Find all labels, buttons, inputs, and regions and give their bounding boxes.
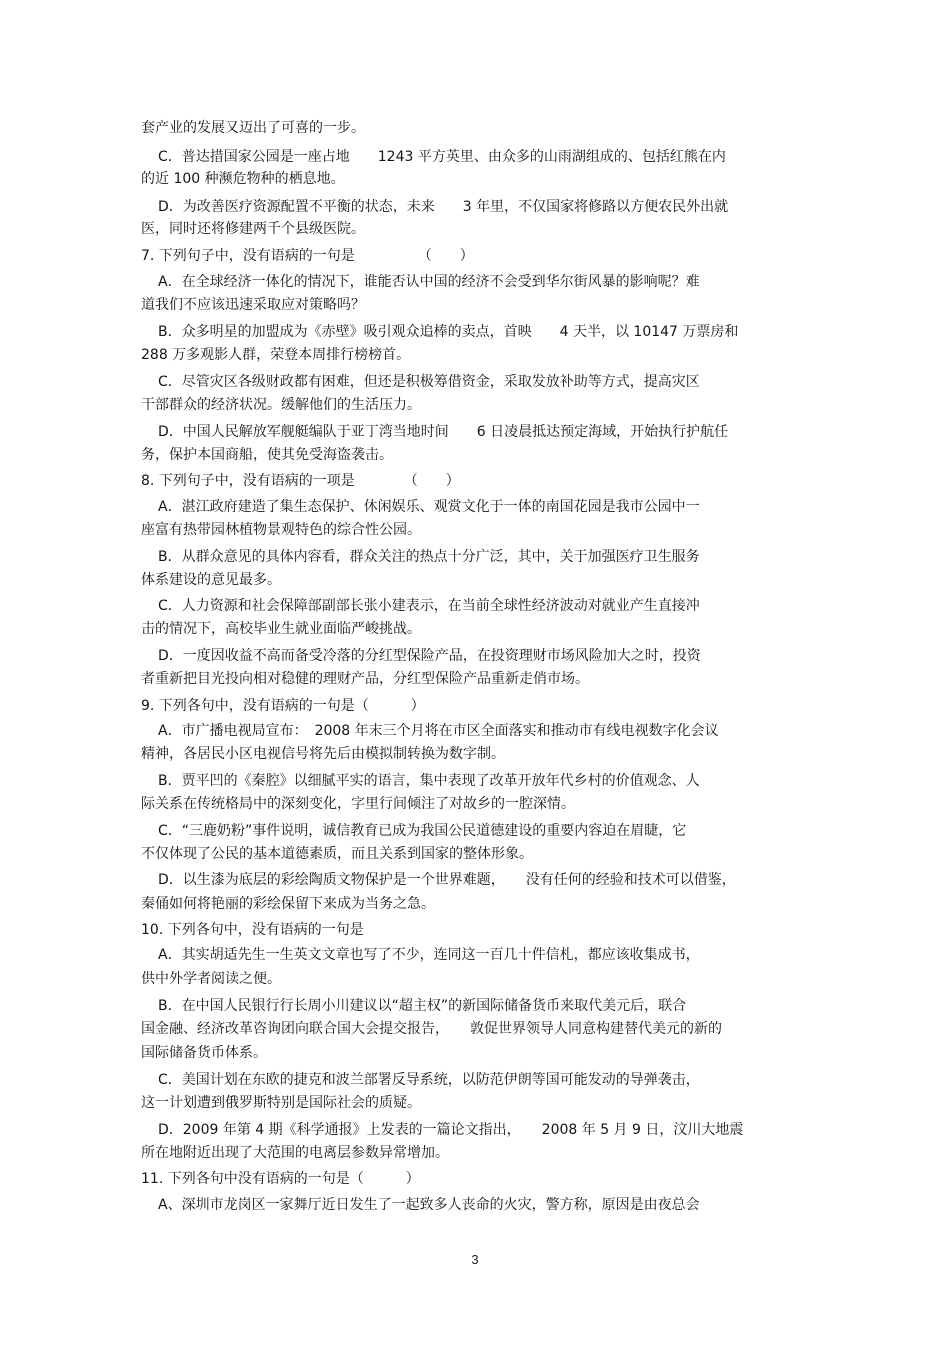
text-line: 道我们不应该迅速采取应对策略吗？ bbox=[141, 297, 365, 313]
text-line: C．尽管灾区各级财政都有困难，但还是积极筹借资金，采取发放补助等方式，提高灾区 bbox=[158, 374, 700, 390]
text-line: D．为改善医疗资源配置不平衡的状态，未来 3 年里，不仅国家将修路以方便农民外出就 bbox=[158, 199, 729, 215]
text-line: 9. 下列各句中，没有语病的一句是（ ） bbox=[141, 698, 425, 714]
text-line: B．从群众意见的具体内容看，群众关注的热点十分广泛，其中，关于加强医疗卫生服务 bbox=[158, 549, 700, 565]
text-line: 击的情况下，高校毕业生就业面临严峻挑战。 bbox=[141, 621, 421, 637]
text-line: C．普达措国家公园是一座占地 1243 平方英里、由众多的山雨湖组成的、包括红熊在内 bbox=[158, 149, 726, 165]
text-line: A、深圳市龙岗区一家舞厅近日发生了一起致多人丧命的火灾，警方称，原因是由夜总会 bbox=[158, 1197, 700, 1213]
text-line: 8. 下列句子中，没有语病的一项是 （ ） bbox=[141, 473, 460, 489]
text-line: 288 万多观影人群，荣登本周排行榜榜首。 bbox=[141, 347, 411, 363]
text-line: 秦俑如何将艳丽的彩绘保留下来成为当务之急。 bbox=[141, 896, 435, 912]
text-line: 者重新把目光投向相对稳健的理财产品，分红型保险产品重新走俏市场。 bbox=[141, 671, 589, 687]
text-line: 套产业的发展又迈出了可喜的一步。 bbox=[141, 120, 365, 136]
text-line: 不仅体现了公民的基本道德素质，而且关系到国家的整体形象。 bbox=[141, 846, 533, 862]
text-line: 这一计划遭到俄罗斯特别是国际社会的质疑。 bbox=[141, 1095, 421, 1111]
text-line: A．其实胡适先生一生英文文章也写了不少，连同这一百几十件信札，都应该收集成书， bbox=[158, 947, 700, 963]
text-line: B．众多明星的加盟成为《赤壁》吸引观众追棒的卖点，首映 4 天半，以 10147 万票房和 bbox=[158, 324, 739, 340]
text-line: C．“三鹿奶粉”事件说明，诚信教育已成为我国公民道德建设的重要内容迫在眉睫，它 bbox=[158, 823, 687, 839]
text-line: 医，同时还将修建两千个县级医院。 bbox=[141, 221, 365, 237]
text-line: A．市广播电视局宣布： 2008 年末三个月将在市区全面落实和推动市有线电视数字化会议 bbox=[158, 723, 719, 739]
text-line: 11. 下列各句中没有语病的一句是（ ） bbox=[141, 1171, 420, 1187]
text-line: 7. 下列句子中，没有语病的一句是 （ ） bbox=[141, 248, 474, 264]
text-line: 的近 100 种濒危物种的栖息地。 bbox=[141, 171, 345, 187]
text-line: 供中外学者阅读之便。 bbox=[141, 971, 281, 987]
text-line: A．湛江政府建造了集生态保护、休闲娱乐、观赏文化于一体的南国花园是我市公园中一 bbox=[158, 499, 700, 515]
page-number: 3 bbox=[471, 1252, 479, 1267]
text-line: B．在中国人民银行行长周小川建议以“超主权”的新国际储备货币来取代美元后，联合 bbox=[158, 998, 687, 1014]
text-line: 务，保护本国商船，使其免受海盗袭击。 bbox=[141, 447, 393, 463]
text-line: D．2009 年第 4 期《科学通报》上发表的一篇论文指出， 2008 年 5 月 9 日，汶川大地震 bbox=[158, 1122, 744, 1138]
text-line: 国金融、经济改革咨询团向联合国大会提交报告， 敦促世界领导人同意构建替代美元的新的 bbox=[141, 1021, 722, 1037]
text-line: B．贾平凹的《秦腔》以细腻平实的语言，集中表现了改革开放年代乡村的价值观念、人 bbox=[158, 773, 700, 789]
text-line: 精神，各居民小区电视信号将先后由模拟制转换为数字制。 bbox=[141, 746, 505, 762]
text-line: D．一度因收益不高而备受冷落的分红型保险产品，在投资理财市场风险加大之时，投资 bbox=[158, 648, 701, 664]
text-line: C．人力资源和社会保障部副部长张小建表示，在当前全球性经济波动对就业产生直接冲 bbox=[158, 598, 700, 614]
text-line: 国际储备货币体系。 bbox=[141, 1045, 267, 1061]
text-line: 体系建设的意见最多。 bbox=[141, 572, 281, 588]
text-line: 际关系在传统格局中的深刻变化，字里行间倾注了对故乡的一腔深情。 bbox=[141, 796, 575, 812]
text-line: 10. 下列各句中，没有语病的一句是 bbox=[141, 922, 364, 938]
text-line: D．以生漆为底层的彩绘陶质文物保护是一个世界难题， 没有任何的经验和技术可以借鉴， bbox=[158, 872, 736, 888]
text-line: 座富有热带园林植物景观特色的综合性公园。 bbox=[141, 522, 421, 538]
text-line: 所在地附近出现了大范围的电离层参数异常增加。 bbox=[141, 1145, 449, 1161]
text-line: C．美国计划在东欧的捷克和波兰部署反导系统，以防范伊朗等国可能发动的导弹袭击， bbox=[158, 1072, 700, 1088]
text-line: A．在全球经济一体化的情况下，谁能否认中国的经济不会受到华尔街风暴的影响呢？难 bbox=[158, 274, 700, 290]
text-line: D．中国人民解放军舰艇编队于亚丁湾当地时间 6 日凌晨抵达预定海域，开始执行护航任 bbox=[158, 424, 729, 440]
text-line: 干部群众的经济状况。缓解他们的生活压力。 bbox=[141, 397, 421, 413]
